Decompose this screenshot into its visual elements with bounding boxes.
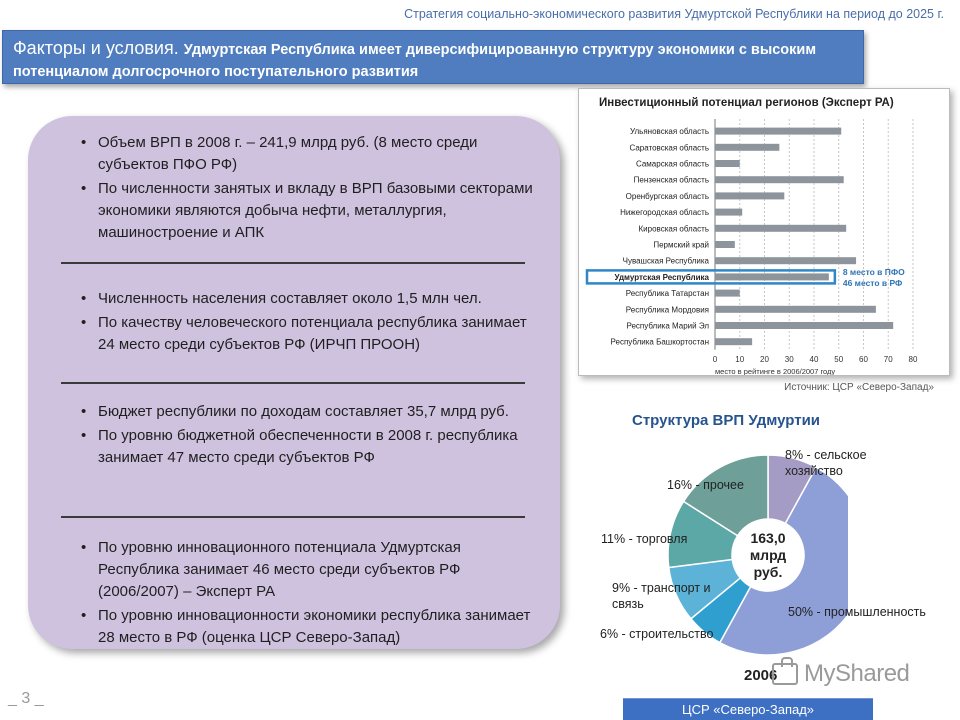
donut-center-label: 163,0 [750, 530, 786, 546]
x-axis-label: место в рейтинге в 2006/2007 году [715, 366, 836, 375]
y-category-label: Чувашская Республика [622, 256, 709, 266]
x-tick-label: 50 [834, 354, 844, 364]
bar [715, 144, 779, 151]
bar [715, 160, 740, 167]
x-tick-label: 0 [712, 354, 718, 364]
pie-label-agriculture: 8% - сельское хозяйство [785, 448, 867, 478]
x-tick-label: 40 [809, 354, 819, 364]
y-category-label: Ульяновская область [629, 127, 709, 137]
x-tick-label: 80 [908, 354, 918, 364]
list-item: • По численности занятых и вкладу в ВРП базовыми секторами экономики являются добыча нефти, металлургия, машиностроение и АПК [78, 178, 533, 244]
pie-year-label: 2006 [744, 667, 778, 684]
bar [715, 338, 752, 345]
y-category-label: Удмуртская Республика [614, 272, 709, 282]
footer-org: ЦСР «Северо-Запад» [623, 698, 873, 720]
pie-label-construction: 6% - строительство [600, 627, 714, 641]
highlight-annotation: 46 место в РФ [842, 277, 903, 288]
bar [715, 225, 846, 232]
pie-label-trade: 11% - торговля [601, 532, 688, 546]
list-item: • По уровню инновационного потенциала Удмуртская Республика занимает 46 место среди субъектов РФ (2006/2007) – Эксперт РА [78, 537, 533, 603]
divider [61, 382, 525, 384]
pie-label-other: 16% - прочее [667, 478, 744, 492]
y-category-label: Республика Марий Эл [626, 321, 709, 331]
bar [715, 241, 735, 248]
pie-label-transport: 9% - транспорт и связь [612, 581, 711, 611]
facts-panel [28, 116, 560, 649]
bar [715, 209, 742, 216]
bar [715, 273, 829, 280]
pie-chart-title: Структура ВРП Удмуртии [632, 412, 821, 429]
y-category-label: Пензенская область [633, 175, 709, 185]
chart-source: Источник: ЦСР «Северо-Запад» [784, 382, 934, 393]
bar [715, 257, 856, 264]
x-tick-label: 10 [735, 354, 745, 364]
investment-chart-box [578, 88, 950, 376]
list-item: • Численность населения составляет около 1,5 млн чел. [78, 288, 533, 310]
list-item: • По качеству человеческого потенциала республика занимает 24 место среди субъектов РФ (ИРЧП ПРООН) [78, 312, 533, 356]
bar-chart-title: Инвестиционный потенциал регионов (Эксперт РА) [599, 97, 894, 109]
bar [715, 176, 844, 183]
x-tick-label: 30 [784, 354, 794, 364]
list-item: • Бюджет республики по доходам составляет 35,7 млрд руб. [78, 401, 533, 423]
bar [715, 290, 740, 297]
y-category-label: Саратовская область [629, 143, 709, 153]
watermark [772, 659, 942, 689]
pie-label-industry: 50% - промышленность [788, 605, 926, 619]
bar [715, 306, 876, 313]
donut-center-label: млрд [749, 547, 787, 563]
y-category-label: Республика Татарстан [625, 289, 709, 299]
facts-block-budget [78, 401, 533, 471]
y-category-label: Оренбургская область [625, 191, 709, 201]
list-item: • По уровню инновационности экономики республика занимает 28 место в РФ (оценка ЦСР Северо-Запад) [78, 605, 533, 649]
x-tick-label: 70 [883, 354, 893, 364]
highlight-annotation: 8 место в ПФО [842, 266, 905, 277]
facts-block-economy [78, 132, 533, 246]
bar [715, 322, 893, 329]
list-item: • По уровню бюджетной обеспеченности в 2008 г. республика занимает 47 место среди субъектов РФ [78, 425, 533, 469]
y-category-label: Самарская область [635, 159, 709, 169]
watermark-text: MyShared [804, 660, 910, 687]
investment-bar-chart [579, 89, 949, 375]
slide-title-text: Удмуртская Республика имеет диверсифицированную структуру экономики с высоким потенциалом долгосрочного поступательного развития [13, 42, 817, 80]
y-category-label: Нижегородская область [620, 208, 709, 218]
divider [61, 262, 525, 264]
y-category-label: Пермский край [653, 240, 709, 250]
bar [715, 192, 784, 199]
facts-block-population [78, 288, 533, 358]
x-tick-label: 60 [859, 354, 868, 364]
list-item: • Объем ВРП в 2008 г. – 241,9 млрд руб. (8 место среди субъектов ПФО РФ) [78, 132, 533, 176]
slide-title [2, 30, 864, 84]
presentation-caption: Стратегия социально-экономического развития Удмуртской Республики на период до 2025 г. [404, 7, 944, 21]
y-category-label: Кировская область [638, 224, 709, 234]
shopping-bag-icon [772, 663, 798, 685]
bar [715, 128, 841, 135]
slide-title-lead: Факторы и условия. [13, 38, 184, 58]
page-number: _ 3 _ [8, 690, 44, 707]
x-tick-label: 20 [760, 354, 769, 364]
donut-center-label: руб. [753, 564, 783, 580]
y-category-label: Республика Мордовия [625, 305, 709, 315]
y-category-label: Республика Башкортостан [610, 337, 709, 347]
facts-block-innovation [78, 537, 533, 651]
divider [61, 516, 525, 518]
